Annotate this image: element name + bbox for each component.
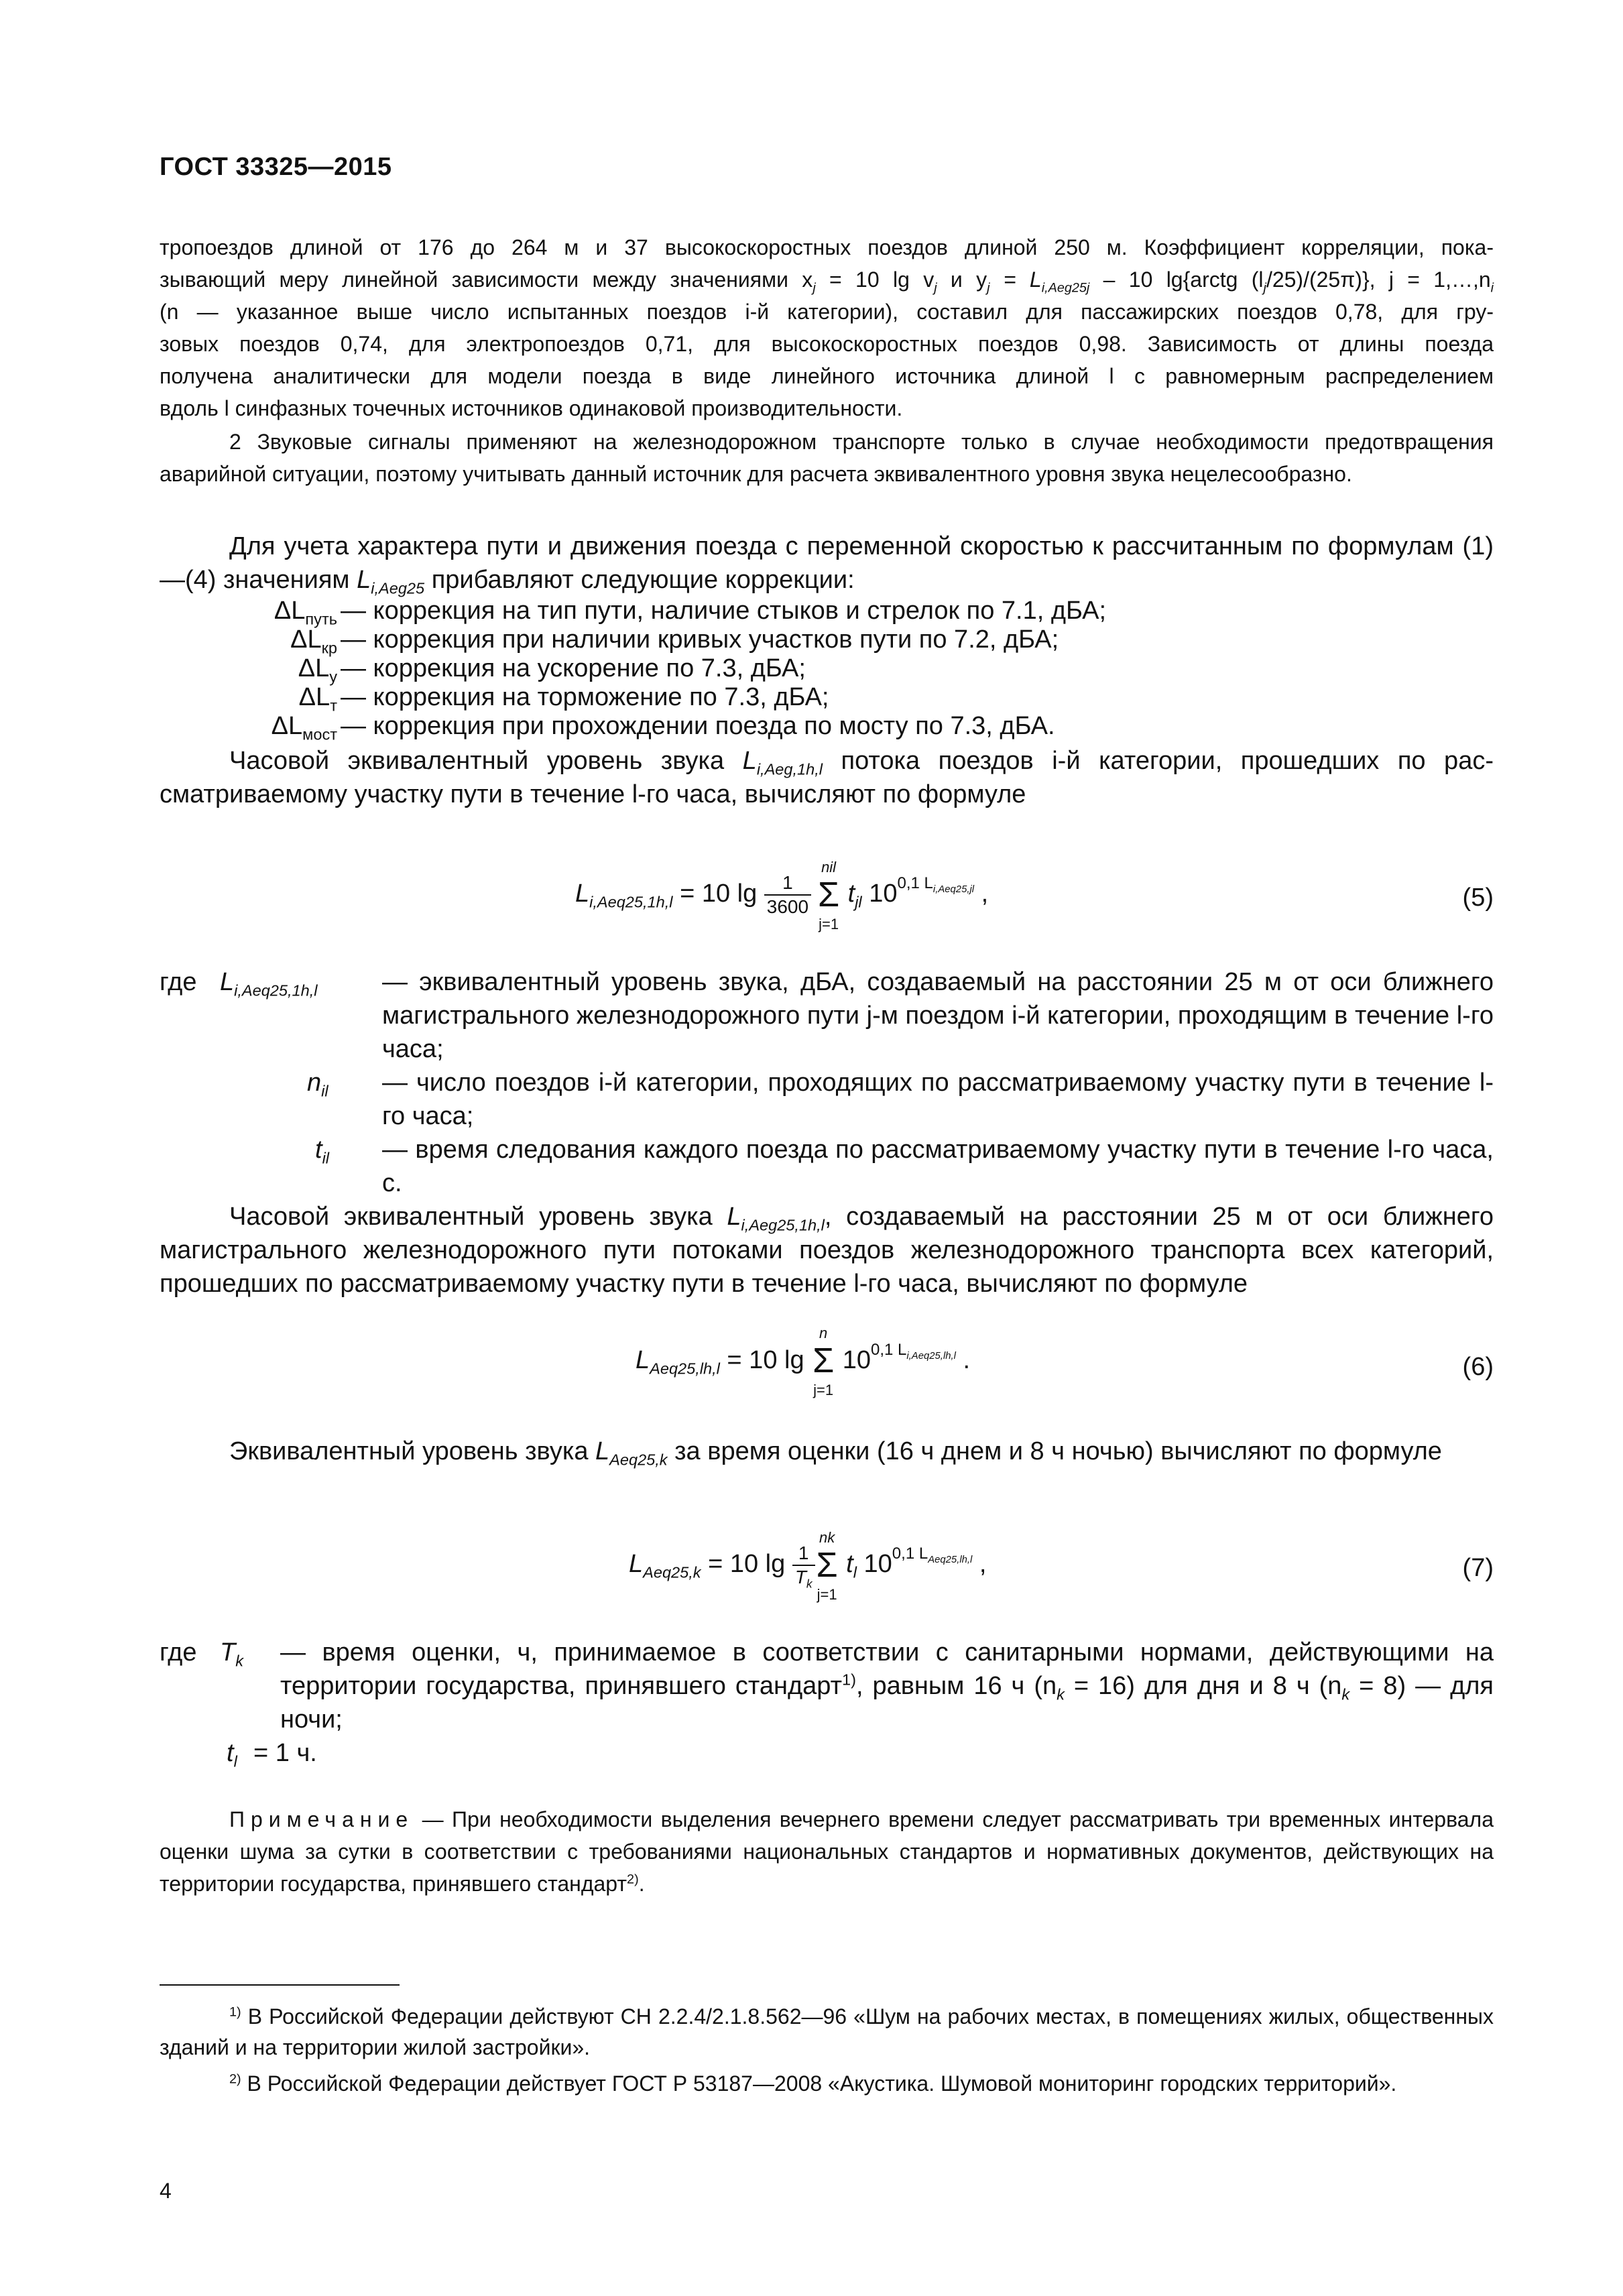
- correction-row: $\Delta L_{мост}$ — коррекция при прохождении поезда по мосту по 7.3, дБА.: [271, 712, 1055, 743]
- intro-line-5: получена аналитически для модели поезда в виде линейного источника длиной l с равномерным распределением: [160, 364, 1494, 388]
- definition-row: где $T_k$ — время оценки, ч, принимаемое в соответствии с санитарными нормами, действующими на территории государства, принявшего стандарт$^{1)}$, равным 16 ч $(n_k = 16)$ для дня и 8 ч $(n_k = 8)$ — для ночи;: [160, 1638, 1494, 1734]
- correction-row: $\Delta L_т$ — коррекция на торможение по 7.3, дБА;: [298, 683, 829, 715]
- correction-row: $\Delta L_у$ — коррекция на ускорение по 7.3, дБА;: [298, 654, 806, 686]
- footnote-2: $^{2)}$ В Российской Федерации действует ГОСТ Р 53187—2008 «Акустика. Шумовой мониторинг городских территорий».: [229, 2071, 1397, 2096]
- correction-row: $\Delta L_{путь}$ — коррекция на тип пути, наличие стыков и стрелок по 7.1, дБА;: [274, 597, 1107, 628]
- intro-paragraph: [160, 231, 1494, 424]
- formula-5: $L_{i,Aeq25,1h,l} = 10$ lg $\frac{1}{3600}$ nil Σ j=1 $t_{jl}$ $10^{0,1 L_{i,Aeq25,jl}}$ ,: [575, 858, 989, 932]
- intro-line-3: (n — указанное выше число испытанных поездов i-й категории), составил для пассажирских поездов 0,78, для гру-: [160, 300, 1494, 324]
- corrections-intro-paragraph: Для учета характера пути и движения поезда с переменной скоростью к рассчитанным по формулам (1)—(4) значениям $L_{i,Aeg25}$ прибавляют следующие коррекции:: [160, 532, 1494, 597]
- formula-7-number: (7): [1462, 1554, 1494, 1582]
- definition-row: $t_l$ = 1 ч.: [227, 1739, 317, 1770]
- intro-line-4: зовых поездов 0,74, для электропоездов 0,71, для высокоскоростных поездов 0,98. Зависимость от длины поезда: [160, 332, 1494, 356]
- corrections-list: [160, 597, 1494, 741]
- formula-5-number: (5): [1462, 884, 1494, 912]
- formula-7: $L_{Aeq25,k} = 10$ lg $\frac{1}{T_k}$ nk Σ j=1 $t_l$ $10^{0,1 L_{Aeq25,lh,l}}$ ,: [629, 1528, 987, 1603]
- page-number: 4: [160, 2179, 172, 2203]
- definition-row: $n_{il}$ — число поездов i-й категории, проходящих по рассматриваемому участку пути в течение l-го часа;: [307, 1069, 1494, 1130]
- intro-line-1: тропоездов длиной от 176 до 264 м и 37 высокоскоростных поездов длиной 250 м. Коэффициент корреляции, пока-: [160, 235, 1494, 259]
- page-header-title: ГОСТ 33325—2015: [160, 153, 392, 181]
- assessment-level-paragraph: Эквивалентный уровень звука $L_{Aeq25,k}$ за время оценки (16 ч днем и 8 ч ночью) вычисляют по формуле: [229, 1437, 1442, 1469]
- document-page: [160, 0, 1494, 2296]
- intro-line-6: вдоль l синфазных точечных источников одинаковой производительности.: [160, 396, 903, 420]
- footnote-1: $^{1)}$ В Российской Федерации действуют СН 2.2.4/2.1.8.562—96 «Шум на рабочих местах, в помещениях жилых, общественных зданий и на территории жилой застройки».: [160, 2004, 1494, 2059]
- formula-7-definitions: [160, 1636, 1494, 1770]
- note-2-paragraph: 2 Звуковые сигналы применяют на железнодорожном транспорте только в случае необходимости предотвращения аварийной ситуации, поэтому учитывать данный источник для расчета эквивалентного уровня звука нецелесообразно.: [160, 430, 1494, 486]
- correction-row: $\Delta L_{кр}$ — коррекция при наличии кривых участков пути по 7.2, дБА;: [290, 625, 1059, 657]
- formula-5-definitions: [160, 965, 1494, 1200]
- hourly-level-paragraph: Часовой эквивалентный уровень звука $L_{i,Aeg,1h,l}$ потока поездов i-й категории, прошедших по рассматриваемому участку пути в течение l-го часа, вычисляют по формуле: [160, 747, 1494, 808]
- total-hourly-level-paragraph: Часовой эквивалентный уровень звука $L_{i,Aeg25,1h,l}$, создаваемый на расстоянии 25 м от оси ближнего магистрального железнодорожного пути потоками поездов железнодорожного транспорта всех категорий, прошедших по рассматриваемому участку пути в течение l-го часа, вычисляют по формуле: [160, 1203, 1494, 1298]
- definition-row: где $L_{i,Aeq25,1h,l}$ — эквивалентный уровень звука, дБА, создаваемый на расстоянии 25 м от оси ближнего магистрального железнодорожного пути j-м поездом i-й категории, проходящим в течение l-го часа;: [160, 968, 1494, 1063]
- note-paragraph: Примечание — При необходимости выделения вечернего времени следует рассматривать три временных интервала оценки шума за сутки в соответствии с требованиями национальных стандартов и нормативных документов, действующих на территории государства, принявшего стандарт$^{2)}$.: [160, 1807, 1494, 1896]
- definition-row: $t_{il}$ — время следования каждого поезда по рассматриваемому участку пути в течение l-го часа, с.: [315, 1136, 1494, 1197]
- formula-6-number: (6): [1462, 1353, 1494, 1381]
- formula-6: $L_{Aeq25,lh,l} = 10$ lg n Σ j=1 $10^{0,1 L_{i,Aeq25,lh,l}}$ .: [636, 1325, 971, 1399]
- intro-line-2: зывающий меру линейной зависимости между значениями $x_j = 10$ $\lg v_j$ и $y_j = L_{i,Aeg25j} - 10$ lg{arctg $(l_j/25)/(25\pi)$}, $j = 1,\dots,n_i$: [160, 267, 1494, 296]
- footnote-separator: [160, 1984, 400, 1986]
